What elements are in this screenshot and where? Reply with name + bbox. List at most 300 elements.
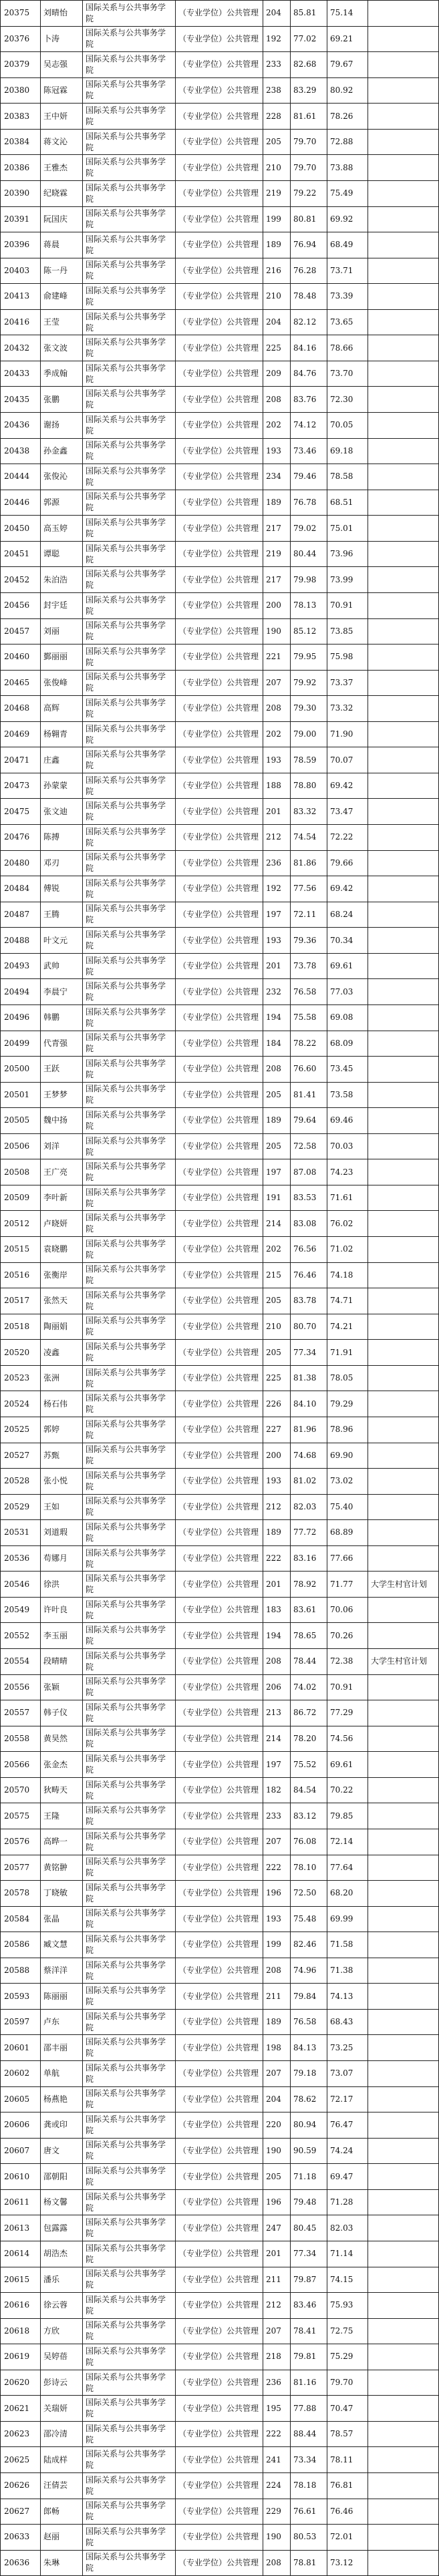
total-score-cell: 74.24 [327,2138,368,2164]
college-cell: 国际关系与公共事务学院 [83,1262,176,1288]
table-row [1,2035,439,2061]
table-row [1,2525,439,2551]
candidate-name-cell: 邵冷清 [41,2421,83,2447]
table-row [1,979,439,1005]
candidate-name-cell: 龚或印 [41,2112,83,2139]
initial-score-cell: 236 [263,2370,291,2396]
table-row [1,413,439,439]
results-table-body [1,1,439,2576]
initial-score-cell: 247 [263,2215,291,2241]
note-cell [368,721,439,747]
candidate-name-cell: 张晶 [41,1906,83,1932]
total-score-cell: 72.38 [327,1649,368,1675]
college-cell: 国际关系与公共事务学院 [83,52,176,78]
note-cell [368,361,439,387]
candidate-id-cell: 20570 [1,1777,41,1803]
candidate-name-cell: 陆成样 [41,2447,83,2473]
major-cell: （专业学位）公共管理 [176,1545,263,1572]
candidate-name-cell: 杨文馨 [41,2189,83,2215]
note-cell [368,1855,439,1881]
retest-score-cell: 72.58 [291,1133,327,1159]
total-score-cell: 70.03 [327,1133,368,1159]
retest-score-cell: 79.95 [291,645,327,671]
major-cell: （专业学位）公共管理 [176,1597,263,1623]
candidate-id-cell: 20508 [1,1159,41,1185]
candidate-name-cell: 张俊峰 [41,670,83,696]
initial-score-cell: 211 [263,1984,291,2010]
candidate-name-cell: 袁晓鹏 [41,1237,83,1263]
table-row [1,335,439,361]
college-cell: 国际关系与公共事务学院 [83,825,176,851]
total-score-cell: 71.58 [327,1932,368,1958]
candidate-id-cell: 20487 [1,902,41,928]
retest-score-cell: 84.16 [291,335,327,361]
retest-score-cell: 79.18 [291,2061,327,2087]
retest-score-cell: 87.08 [291,1159,327,1185]
total-score-cell: 72.01 [327,2525,368,2551]
note-cell [368,2267,439,2293]
major-cell: （专业学位）公共管理 [176,180,263,206]
candidate-name-cell: 吴志强 [41,52,83,78]
college-cell: 国际关系与公共事务学院 [83,413,176,439]
retest-score-cell: 88.44 [291,2421,327,2447]
initial-score-cell: 182 [263,1777,291,1803]
candidate-name-cell: 魏中扬 [41,1108,83,1134]
candidate-id-cell: 20549 [1,1597,41,1623]
retest-score-cell: 81.16 [291,2370,327,2396]
major-cell: （专业学位）公共管理 [176,2267,263,2293]
major-cell: （专业学位）公共管理 [176,1211,263,1237]
college-cell: 国际关系与公共事务学院 [83,258,176,284]
retest-score-cell: 83.08 [291,1211,327,1237]
total-score-cell: 73.25 [327,2035,368,2061]
college-cell: 国际关系与公共事务学院 [83,799,176,825]
candidate-name-cell: 陈一丹 [41,258,83,284]
major-cell: （专业学位）公共管理 [176,2344,263,2370]
note-cell [368,1726,439,1752]
candidate-id-cell: 20457 [1,618,41,645]
candidate-id-cell: 20436 [1,413,41,439]
total-score-cell: 70.05 [327,413,368,439]
total-score-cell: 78.57 [327,2421,368,2447]
initial-score-cell: 208 [263,2550,291,2576]
college-cell: 国际关系与公共事务学院 [83,2421,176,2447]
college-cell: 国际关系与公共事务学院 [83,567,176,593]
college-cell: 国际关系与公共事务学院 [83,2035,176,2061]
table-row [1,2447,439,2473]
college-cell: 国际关系与公共事务学院 [83,618,176,645]
table-row [1,1726,439,1752]
candidate-id-cell: 20556 [1,1674,41,1700]
table-row [1,206,439,232]
college-cell: 国际关系与公共事务学院 [83,1649,176,1675]
table-row [1,1262,439,1288]
note-cell [368,567,439,593]
total-score-cell: 78.26 [327,104,368,130]
table-row [1,1288,439,1314]
note-cell [368,2035,439,2061]
table-row [1,438,439,464]
initial-score-cell: 190 [263,2525,291,2551]
initial-score-cell: 236 [263,850,291,876]
major-cell: （专业学位）公共管理 [176,1803,263,1829]
initial-score-cell: 226 [263,1391,291,1417]
major-cell: （专业学位）公共管理 [176,1906,263,1932]
retest-score-cell: 78.41 [291,2318,327,2344]
retest-score-cell: 77.56 [291,876,327,902]
note-cell [368,876,439,902]
college-cell: 国际关系与公共事务学院 [83,645,176,671]
candidate-id-cell: 20499 [1,1031,41,1057]
college-cell: 国际关系与公共事务学院 [83,2525,176,2551]
college-cell: 国际关系与公共事务学院 [83,541,176,567]
major-cell: （专业学位）公共管理 [176,2086,263,2112]
major-cell: （专业学位）公共管理 [176,876,263,902]
note-cell [368,645,439,671]
total-score-cell: 68.24 [327,902,368,928]
candidate-id-cell: 20524 [1,1391,41,1417]
note-cell [368,464,439,490]
college-cell: 国际关系与公共事务学院 [83,928,176,954]
retest-score-cell: 79.36 [291,928,327,954]
major-cell: （专业学位）公共管理 [176,799,263,825]
major-cell: （专业学位）公共管理 [176,1700,263,1726]
note-cell [368,490,439,516]
candidate-id-cell: 20446 [1,490,41,516]
table-row [1,490,439,516]
note-cell [368,232,439,258]
total-score-cell: 75.49 [327,180,368,206]
candidate-name-cell: 苟娜月 [41,1545,83,1572]
major-cell: （专业学位）公共管理 [176,696,263,722]
candidate-id-cell: 20516 [1,1262,41,1288]
total-score-cell: 74.21 [327,1314,368,1340]
retest-score-cell: 79.00 [291,721,327,747]
college-cell: 国际关系与公共事务学院 [83,721,176,747]
total-score-cell: 77.03 [327,979,368,1005]
table-row [1,1469,439,1495]
table-row [1,1906,439,1932]
retest-score-cell: 83.29 [291,77,327,104]
retest-score-cell: 74.02 [291,1674,327,1700]
note-cell [368,387,439,413]
major-cell: （专业学位）公共管理 [176,335,263,361]
table-row [1,1133,439,1159]
table-row [1,1365,439,1391]
total-score-cell: 73.37 [327,670,368,696]
retest-score-cell: 77.34 [291,2241,327,2267]
note-cell [368,206,439,232]
college-cell: 国际关系与公共事务学院 [83,1700,176,1726]
retest-score-cell: 79.22 [291,180,327,206]
note-cell [368,2499,439,2525]
initial-score-cell: 227 [263,1417,291,1443]
candidate-id-cell: 20390 [1,180,41,206]
table-row [1,876,439,902]
major-cell: （专业学位）公共管理 [176,2396,263,2422]
college-cell: 国际关系与公共事务学院 [83,2499,176,2525]
candidate-name-cell: 邓刃 [41,850,83,876]
note-cell [368,438,439,464]
candidate-id-cell: 20626 [1,2473,41,2499]
major-cell: （专业学位）公共管理 [176,2138,263,2164]
total-score-cell: 73.47 [327,799,368,825]
college-cell: 国际关系与公共事务学院 [83,2267,176,2293]
major-cell: （专业学位）公共管理 [176,2035,263,2061]
retest-score-cell: 78.59 [291,747,327,773]
note-cell [368,2061,439,2087]
candidate-name-cell: 黄铭翀 [41,1855,83,1881]
retest-score-cell: 76.58 [291,979,327,1005]
candidate-id-cell: 20475 [1,799,41,825]
initial-score-cell: 193 [263,438,291,464]
candidate-name-cell: 孙金鑫 [41,438,83,464]
candidate-name-cell: 郎畅 [41,2499,83,2525]
total-score-cell: 73.99 [327,567,368,593]
note-cell [368,2318,439,2344]
college-cell: 国际关系与公共事务学院 [83,1288,176,1314]
note-cell [368,1314,439,1340]
candidate-id-cell: 20444 [1,464,41,490]
note-cell [368,1082,439,1108]
note-cell [368,1365,439,1391]
table-row [1,1855,439,1881]
table-row [1,26,439,52]
table-row [1,721,439,747]
major-cell: （专业学位）公共管理 [176,1777,263,1803]
table-row [1,2164,439,2190]
table-row [1,1520,439,1546]
table-row [1,2112,439,2139]
candidate-id-cell: 20606 [1,2112,41,2139]
college-cell: 国际关系与公共事务学院 [83,1572,176,1598]
table-row [1,2396,439,2422]
note-cell [368,1597,439,1623]
table-row [1,2086,439,2112]
note-cell [368,258,439,284]
table-row [1,773,439,799]
initial-score-cell: 205 [263,1340,291,1366]
candidate-name-cell: 胡浩杰 [41,2241,83,2267]
note-cell [368,1443,439,1469]
note-cell [368,1752,439,1778]
initial-score-cell: 233 [263,1803,291,1829]
college-cell: 国际关系与公共事务学院 [83,1004,176,1031]
candidate-id-cell: 20451 [1,541,41,567]
candidate-id-cell: 20566 [1,1752,41,1778]
initial-score-cell: 241 [263,2447,291,2473]
table-row [1,1494,439,1520]
candidate-name-cell: 封宇廷 [41,592,83,618]
total-score-cell: 71.02 [327,1237,368,1263]
initial-score-cell: 207 [263,2061,291,2087]
retest-score-cell: 81.96 [291,1417,327,1443]
initial-score-cell: 197 [263,1752,291,1778]
retest-score-cell: 83.53 [291,1185,327,1211]
total-score-cell: 70.07 [327,747,368,773]
retest-score-cell: 76.46 [291,1262,327,1288]
note-cell [368,284,439,310]
retest-score-cell: 83.61 [291,1597,327,1623]
note-cell [368,2344,439,2370]
table-row [1,618,439,645]
candidate-name-cell: 卢东 [41,2009,83,2035]
retest-score-cell: 76.61 [291,2499,327,2525]
college-cell: 国际关系与公共事务学院 [83,1391,176,1417]
major-cell: （专业学位）公共管理 [176,1958,263,1984]
initial-score-cell: 189 [263,2009,291,2035]
retest-score-cell: 78.20 [291,1726,327,1752]
note-cell [368,1108,439,1134]
note-cell [368,1803,439,1829]
major-cell: （专业学位）公共管理 [176,1752,263,1778]
major-cell: （专业学位）公共管理 [176,953,263,979]
initial-score-cell: 205 [263,2164,291,2190]
candidate-id-cell: 20476 [1,825,41,851]
table-row [1,2473,439,2499]
candidate-name-cell: 李玉丽 [41,1623,83,1649]
table-row [1,1674,439,1700]
table-row [1,1572,439,1598]
major-cell: （专业学位）公共管理 [176,26,263,52]
initial-score-cell: 193 [263,747,291,773]
note-cell [368,2293,439,2319]
table-row [1,2550,439,2576]
note-cell [368,799,439,825]
note-cell [368,155,439,181]
initial-score-cell: 213 [263,1700,291,1726]
total-score-cell: 73.70 [327,361,368,387]
candidate-id-cell: 20517 [1,1288,41,1314]
table-row [1,1623,439,1649]
candidate-name-cell: 杨翱青 [41,721,83,747]
candidate-id-cell: 20380 [1,77,41,104]
candidate-name-cell: 王跃 [41,1057,83,1083]
retest-score-cell: 83.46 [291,2293,327,2319]
retest-score-cell: 79.48 [291,2189,327,2215]
total-score-cell: 73.85 [327,618,368,645]
retest-score-cell: 84.10 [291,1391,327,1417]
college-cell: 国际关系与公共事务学院 [83,2318,176,2344]
retest-score-cell: 82.68 [291,52,327,78]
major-cell: （专业学位）公共管理 [176,284,263,310]
initial-score-cell: 225 [263,1365,291,1391]
candidate-id-cell: 20621 [1,2396,41,2422]
initial-score-cell: 196 [263,1881,291,1907]
table-row [1,1159,439,1185]
initial-score-cell: 210 [263,284,291,310]
candidate-id-cell: 20512 [1,1211,41,1237]
college-cell: 国际关系与公共事务学院 [83,77,176,104]
candidate-id-cell: 20450 [1,516,41,542]
major-cell: （专业学位）公共管理 [176,2189,263,2215]
college-cell: 国际关系与公共事务学院 [83,335,176,361]
candidate-id-cell: 20586 [1,1932,41,1958]
initial-score-cell: 234 [263,464,291,490]
total-score-cell: 72.30 [327,387,368,413]
total-score-cell: 73.71 [327,258,368,284]
college-cell: 国际关系与公共事务学院 [83,1958,176,1984]
initial-score-cell: 190 [263,618,291,645]
total-score-cell: 71.14 [327,2241,368,2267]
note-cell: 大学生村官计划 [368,1572,439,1598]
college-cell: 国际关系与公共事务学院 [83,464,176,490]
major-cell: （专业学位）公共管理 [176,1004,263,1031]
retest-score-cell: 82.03 [291,1494,327,1520]
college-cell: 国际关系与公共事务学院 [83,2112,176,2139]
major-cell: （专业学位）公共管理 [176,1,263,27]
college-cell: 国际关系与公共事务学院 [83,1674,176,1700]
college-cell: 国际关系与公共事务学院 [83,438,176,464]
candidate-name-cell: 王隆 [41,1803,83,1829]
college-cell: 国际关系与公共事务学院 [83,309,176,335]
retest-score-cell: 76.28 [291,258,327,284]
major-cell: （专业学位）公共管理 [176,2318,263,2344]
candidate-name-cell: 郭源 [41,490,83,516]
table-row [1,1752,439,1778]
note-cell [368,2473,439,2499]
college-cell: 国际关系与公共事务学院 [83,26,176,52]
initial-score-cell: 202 [263,1237,291,1263]
initial-score-cell: 211 [263,2267,291,2293]
college-cell: 国际关系与公共事务学院 [83,155,176,181]
retest-score-cell: 76.78 [291,490,327,516]
candidate-name-cell: 张金杰 [41,1752,83,1778]
retest-score-cell: 72.50 [291,1881,327,1907]
retest-score-cell: 83.16 [291,1545,327,1572]
table-row [1,747,439,773]
note-cell [368,129,439,155]
retest-score-cell: 80.81 [291,206,327,232]
retest-score-cell: 73.34 [291,2447,327,2473]
note-cell [368,1958,439,1984]
candidate-name-cell: 卢晓妍 [41,1211,83,1237]
total-score-cell: 73.39 [327,284,368,310]
candidate-name-cell: 李晨宁 [41,979,83,1005]
retest-score-cell: 79.70 [291,155,327,181]
initial-score-cell: 217 [263,516,291,542]
initial-score-cell: 232 [263,979,291,1005]
college-cell: 国际关系与公共事务学院 [83,1597,176,1623]
candidate-name-cell: 徐云蓉 [41,2293,83,2319]
college-cell: 国际关系与公共事务学院 [83,232,176,258]
college-cell: 国际关系与公共事务学院 [83,2396,176,2422]
candidate-name-cell: 朱泊浩 [41,567,83,593]
initial-score-cell: 215 [263,1262,291,1288]
retest-score-cell: 73.46 [291,438,327,464]
college-cell: 国际关系与公共事务学院 [83,129,176,155]
note-cell [368,2138,439,2164]
major-cell: （专业学位）公共管理 [176,618,263,645]
retest-score-cell: 81.02 [291,1469,327,1495]
total-score-cell: 69.21 [327,26,368,52]
retest-score-cell: 79.70 [291,129,327,155]
initial-score-cell: 212 [263,825,291,851]
candidate-id-cell: 20501 [1,1082,41,1108]
college-cell: 国际关系与公共事务学院 [83,2164,176,2190]
note-cell [368,2550,439,2576]
total-score-cell: 79.66 [327,850,368,876]
table-row [1,1211,439,1237]
total-score-cell: 76.47 [327,2112,368,2139]
major-cell: （专业学位）公共管理 [176,670,263,696]
major-cell: （专业学位）公共管理 [176,2164,263,2190]
college-cell: 国际关系与公共事务学院 [83,1752,176,1778]
major-cell: （专业学位）公共管理 [176,928,263,954]
candidate-name-cell: 代青强 [41,1031,83,1057]
total-score-cell: 73.65 [327,309,368,335]
retest-score-cell: 77.02 [291,26,327,52]
